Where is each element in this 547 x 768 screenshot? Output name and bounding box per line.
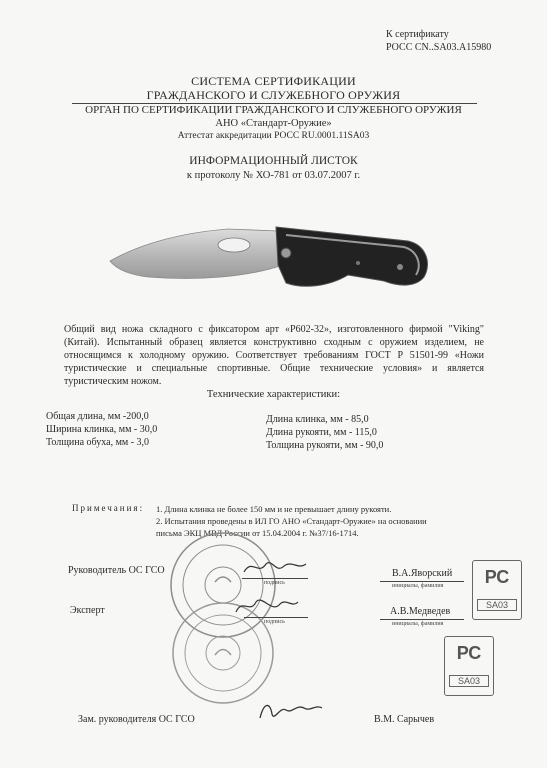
protocol-line: к протоколу № ХО-781 от 03.07.2007 г. <box>186 170 361 181</box>
system-title-line1: СИСТЕМА СЕРТИФИКАЦИИ <box>191 74 356 88</box>
notes-label: Примечания: <box>72 503 145 513</box>
expert-name-line <box>380 619 464 620</box>
certificate-ref-number: РОСС CN..SA03.A15980 <box>386 42 492 53</box>
expert-podpis: подпись <box>264 619 285 625</box>
head-label: Руководитель ОС ГСО <box>68 565 165 576</box>
knife-photo <box>108 205 438 305</box>
head-signature <box>240 556 310 578</box>
spec-handle-thickness: Толщина рукояти, мм - 90,0 <box>266 440 384 451</box>
mark-code: SA03 <box>449 675 489 687</box>
expert-name: А.В.Медведев <box>390 606 451 617</box>
certificate-ref-label: К сертификату <box>386 29 449 40</box>
rst-logo-icon: РС <box>484 567 510 587</box>
note-2a: 2. Испытания проведены в ИЛ ГО АНО «Стандарт-Оружие» на основании <box>156 516 427 526</box>
mark-code: SA03 <box>477 599 517 611</box>
note-1: 1. Длина клинка не более 150 мм и не превышает длину рукояти. <box>156 504 392 514</box>
conformity-mark-lower <box>444 636 494 696</box>
system-title-line2: ГРАЖДАНСКОГО И СЛУЖЕБНОГО ОРУЖИЯ <box>146 88 401 102</box>
document-title: ИНФОРМАЦИОННЫЙ ЛИСТОК <box>189 155 358 167</box>
specs-left-column <box>46 410 157 449</box>
note-2b: письма ЭКЦ МВД России от 15.04.2004 г. №37/16-1714. <box>156 528 359 538</box>
specs-title: Технические характеристики: <box>206 389 341 400</box>
accreditation-line: Аттестат аккредитации РОСС RU.0001.11SA03 <box>177 131 370 141</box>
organization-name: АНО «Стандарт-Оружие» <box>215 118 332 129</box>
certificate-reference <box>386 28 491 54</box>
specs-right-column <box>266 413 383 452</box>
head-name: В.А.Яворский <box>392 568 453 579</box>
head-podpis: подпись <box>264 580 285 586</box>
expert-label: Эксперт <box>70 605 105 616</box>
expert-initials: инициалы, фамилия <box>392 621 444 627</box>
deputy-name: В.М. Сарычев <box>374 714 435 725</box>
rst-logo-icon: РС <box>456 643 482 663</box>
description-paragraph: Общий вид ножа складного с фиксатором арт «P602-32», изготовленного фирмой "Viking" (Китай). Испытанный образец является конструктивно сходным с оружием изделием, не относящимся к холодному оружию. Соответствует требованиям ГОСТ Р 51501-99 «Ножи туристические и специальные спортивные. Общие технические условия» и является туристическим ножом. <box>64 324 484 387</box>
head-initials: инициалы, фамилия <box>392 583 444 589</box>
deputy-label: Зам. руководителя ОС ГСО <box>78 714 195 725</box>
deputy-signature <box>256 696 326 724</box>
spec-total-length: Общая длина, мм -200,0 <box>46 411 149 422</box>
spec-spine-thickness: Толщина обуха, мм - 3,0 <box>46 437 150 448</box>
head-signature-line <box>242 578 308 579</box>
spec-blade-width: Ширина клинка, мм - 30,0 <box>46 424 158 435</box>
spec-blade-length: Длина клинка, мм - 85,0 <box>266 414 369 425</box>
organ-title: ОРГАН ПО СЕРТИФИКАЦИИ ГРАЖДАНСКОГО И СЛУЖЕБНОГО ОРУЖИЯ <box>85 104 462 116</box>
head-name-line <box>380 581 464 582</box>
spec-handle-length: Длина рукояти, мм - 115,0 <box>266 427 377 438</box>
expert-signature-line <box>244 617 308 618</box>
expert-signature <box>232 592 302 618</box>
conformity-mark-upper <box>472 560 522 620</box>
